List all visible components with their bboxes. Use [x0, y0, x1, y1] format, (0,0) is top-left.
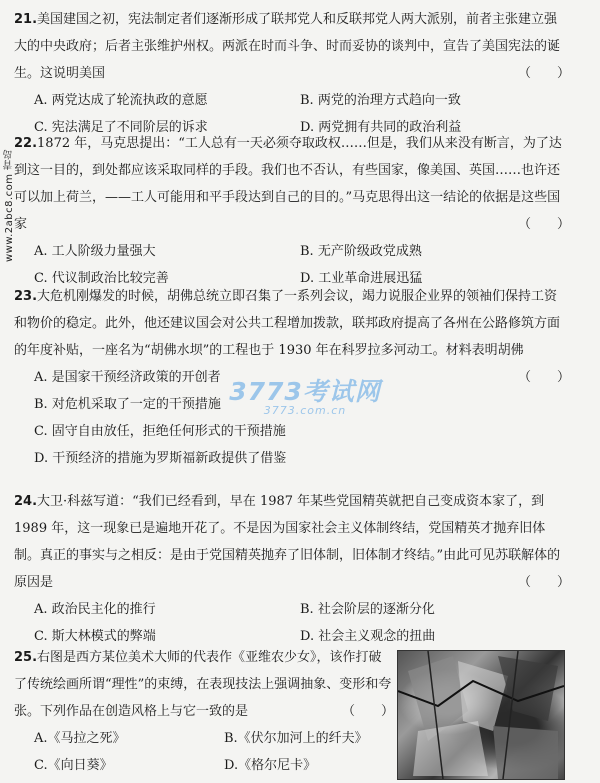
- question-number: 21.: [14, 12, 38, 27]
- question-text: 大危机刚爆发的时候，胡佛总统立即召集了一系列会议，竭力说服企业界的领袖们保持工资和物价的稳定。此外，他还建议国会对公共工程增加拨款，联邦政府提高了各州在公路修筑方面的年度补贴，一座名为“胡佛水坝”的工程也于 1930 年在科罗拉多河动工。材料表明胡佛: [14, 289, 561, 358]
- option-a: A. 工人阶级力量强大: [34, 244, 156, 259]
- question-stem: [14, 130, 570, 238]
- question-stem: [14, 283, 570, 364]
- option-d: D. 干预经济的措施为罗斯福新政提供了借鉴: [34, 451, 287, 466]
- question-22: [14, 130, 570, 292]
- answer-parentheses: （ ）: [517, 370, 570, 385]
- watermark-main-text: 3773考试网: [229, 377, 381, 406]
- question-number: 25.: [14, 650, 38, 665]
- question-21: [14, 6, 570, 141]
- option-b: B.《伏尔加河上的纤夫》: [224, 731, 368, 746]
- options-list: [14, 725, 394, 779]
- question-number: 24.: [14, 494, 38, 509]
- answer-parentheses: （ ）: [341, 704, 394, 719]
- option-d: D.《格尔尼卡》: [224, 758, 317, 773]
- watermark-url-text: 3773.com.cn: [263, 404, 347, 417]
- question-stem: [14, 6, 570, 87]
- option-b: B. 无产阶级政党成熟: [300, 244, 422, 259]
- side-watermark-text: www.2abc8.com 青岛: [4, 148, 15, 262]
- option-c: C.《向日葵》: [34, 758, 113, 773]
- option-c: C. 固守自由放任，拒绝任何形式的干预措施: [34, 424, 286, 439]
- question-number: 22.: [14, 136, 38, 151]
- question-text: 右图是西方某位美术大师的代表作《亚维农少女》，该作打破了传统绘画所谓“理性”的束缚，在表现技法上强调抽象、变形和夸张。下列作品在创造风格上与它一致的是: [14, 650, 392, 719]
- question-number: 23.: [14, 289, 38, 304]
- question-stem: [14, 644, 394, 725]
- question-stem: [14, 488, 570, 596]
- painting-image: [397, 650, 565, 780]
- options-list: [14, 596, 570, 650]
- option-b: B. 两党的治理方式趋向一致: [300, 93, 461, 108]
- option-d: D. 两党拥有共同的政治利益: [300, 120, 462, 135]
- option-c: C. 代议制政治比较完善: [34, 271, 169, 286]
- option-b: B. 社会阶层的逐渐分化: [300, 602, 435, 617]
- question-text: 1872 年，马克思提出：“工人总有一天必须夺取政权……但是，我们从来没有断言，为了达到这一目的，到处都应该采取同样的手段。我们也不否认，有些国家，像美国、英国……也许还可以加上荷兰，——工人可能用和平手段达到自己的目的。”马克思得出这一结论的依据是这些国家: [14, 136, 562, 232]
- option-d: D. 工业革命进展迅猛: [300, 271, 423, 286]
- answer-parentheses: （ ）: [517, 575, 570, 590]
- option-a: A. 两党达成了轮流执政的意愿: [34, 93, 208, 108]
- site-watermark: [220, 372, 390, 417]
- option-a: A.《马拉之死》: [34, 731, 126, 746]
- option-c: C. 斯大林模式的弊端: [34, 629, 156, 644]
- question-25: [14, 644, 394, 779]
- option-a: A. 是国家干预经济政策的开创者: [34, 370, 221, 385]
- answer-parentheses: （ ）: [517, 66, 570, 81]
- option-d: D. 社会主义观念的扭曲: [300, 629, 436, 644]
- option-b: B. 对危机采取了一定的干预措施: [34, 397, 221, 412]
- question-text: 大卫·科兹写道：“我们已经看到，早在 1987 年某些党国精英就把自己变成资本家了，到 1989 年，这一现象已是遍地开花了。不是因为国家社会主义体制终结，党国精英才抛弃旧体制。真正的事实与之相反：是由于党国精英抛弃了旧体制，旧体制才终结。”由此可见苏联解体的原因是: [14, 494, 561, 590]
- question-24: [14, 488, 570, 650]
- option-c: C. 宪法满足了不同阶层的诉求: [34, 120, 208, 135]
- option-a: A. 政治民主化的推行: [34, 602, 156, 617]
- question-text: 美国建国之初，宪法制定者们逐渐形成了联邦党人和反联邦党人两大派别，前者主张建立强大的中央政府；后者主张维护州权。两派在时而斗争、时而妥协的谈判中，宣告了美国宪法的诞生。这说明美国: [14, 12, 561, 81]
- answer-parentheses: （ ）: [517, 217, 570, 232]
